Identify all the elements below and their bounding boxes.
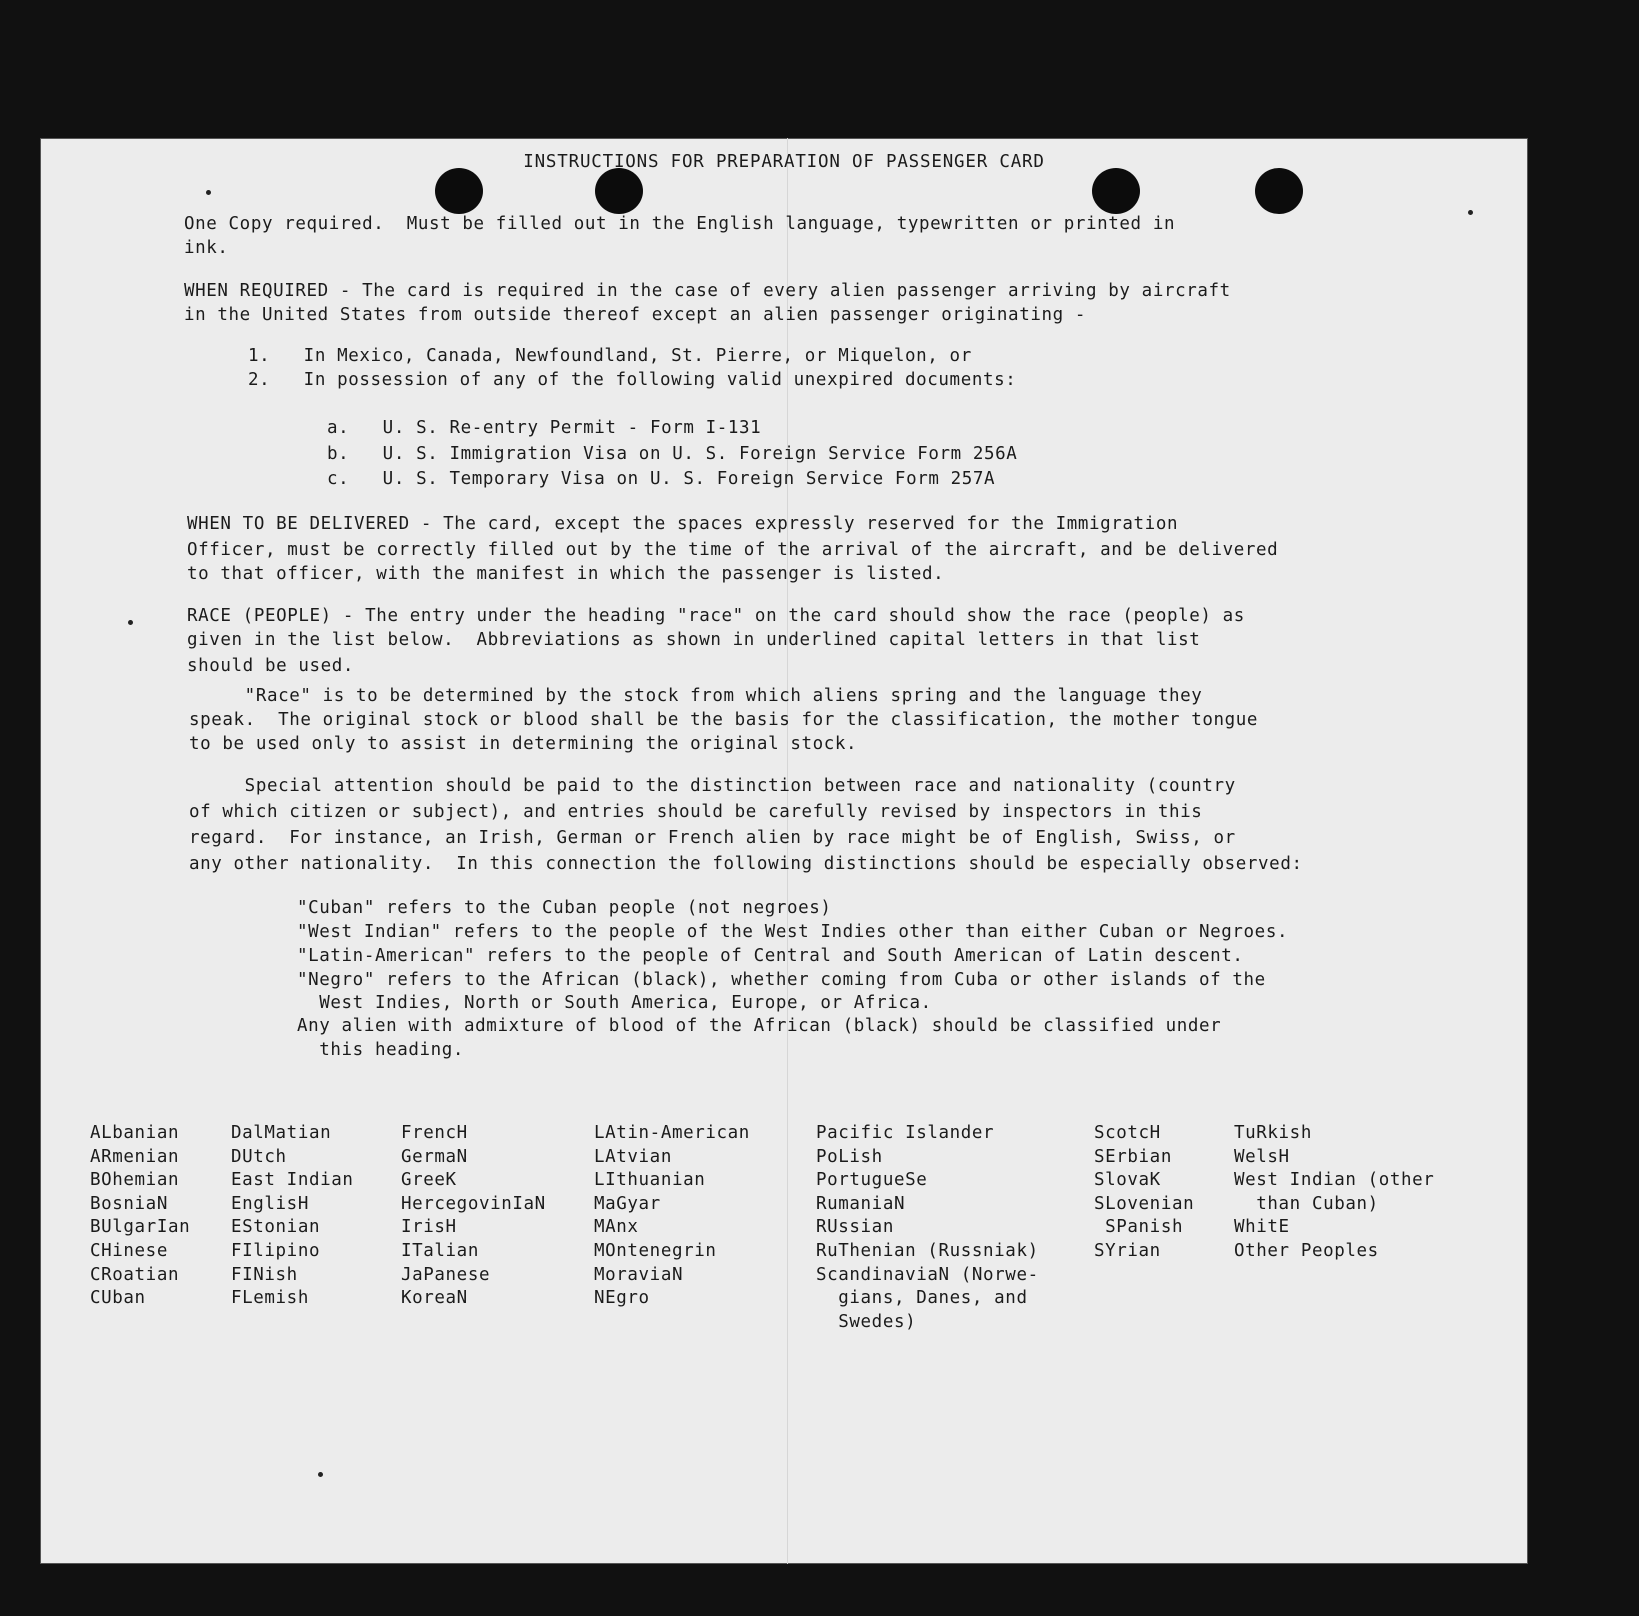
race-entry: MaGyar <box>594 1193 661 1214</box>
when-delivered-line: WHEN TO BE DELIVERED - The card, except the spaces expressly reserved for the Immigration <box>187 514 1179 534</box>
race-definition-line: "Race" is to be determined by the stock from which aliens spring and the language they <box>189 686 1203 706</box>
document-sheet <box>40 138 1528 1564</box>
race-entry: FIlipino <box>231 1240 321 1261</box>
document-item: a. U. S. Re-entry Permit - Form I-131 <box>327 418 762 438</box>
distinction-line: Any alien with admixture of blood of the African (black) should be classified under <box>297 1016 1222 1036</box>
numbered-item: 1. In Mexico, Canada, Newfoundland, St. Pierre, or Miquelon, or <box>248 346 972 366</box>
race-entry: LIthuanian <box>594 1170 706 1191</box>
race-entry: Pacific Islander <box>816 1123 995 1143</box>
race-entry: MOntenegrin <box>594 1240 717 1261</box>
race-entry: PoLish <box>816 1146 883 1167</box>
race-entry: ARmenian <box>90 1146 180 1167</box>
race-entry: LAtvian <box>594 1146 672 1167</box>
when-delivered-line: Officer, must be correctly filled out by the time of the arrival of the aircraft, and be delivered <box>187 540 1279 560</box>
race-entry: RuThenian (Russniak) <box>816 1240 1039 1261</box>
ink-speck <box>1468 210 1473 215</box>
race-entry: FINish <box>231 1264 298 1285</box>
race-entry: HercegovinIaN <box>401 1193 546 1214</box>
distinction-line: this heading. <box>297 1040 465 1060</box>
distinction-line: "Cuban" refers to the Cuban people (not negroes) <box>297 898 832 918</box>
race-entry: gians, Danes, and <box>816 1288 1028 1309</box>
intro-line: One Copy required. Must be filled out in the English language, typewritten or printed in <box>184 214 1176 234</box>
race-list-column-7 <box>1234 1122 1434 1264</box>
race-entry: BosniaN <box>90 1193 168 1214</box>
race-list-column-5 <box>816 1122 1039 1334</box>
race-entry: MAnx <box>594 1217 639 1238</box>
ink-speck <box>206 190 211 195</box>
race-list-column-2 <box>231 1122 354 1311</box>
ink-speck <box>128 620 133 625</box>
race-entry: LAtin-American <box>594 1123 750 1143</box>
race-entry: IrisH <box>401 1217 457 1238</box>
race-entry: ALbanian <box>90 1123 180 1143</box>
race-entry: NEgro <box>594 1288 650 1309</box>
race-entry: CUban <box>90 1288 146 1309</box>
when-required-line: in the United States from outside thereof except an alien passenger originating - <box>184 305 1087 325</box>
punch-hole <box>1092 168 1140 214</box>
race-definition-line: speak. The original stock or blood shall be the basis for the classification, the mother tongue <box>189 710 1259 730</box>
race-entry: West Indian (other <box>1234 1170 1435 1191</box>
race-entry: DUtch <box>231 1146 287 1167</box>
race-entry: MoraviaN <box>594 1264 684 1285</box>
race-entry: KoreaN <box>401 1288 468 1309</box>
race-entry: BOhemian <box>90 1170 180 1191</box>
special-attention-line: any other nationality. In this connection the following distinctions should be especially observed: <box>189 854 1303 874</box>
race-entry: FLemish <box>231 1288 309 1309</box>
race-entry: WhitE <box>1234 1217 1290 1238</box>
race-entry: FrencH <box>401 1123 468 1143</box>
race-entry: GermaN <box>401 1146 468 1167</box>
race-entry: WelsH <box>1234 1146 1290 1167</box>
race-line: given in the list below. Abbreviations as shown in underlined capital letters in that list <box>187 630 1201 650</box>
intro-line: ink. <box>184 238 229 258</box>
race-entry: RumaniaN <box>816 1193 906 1214</box>
document-item: c. U. S. Temporary Visa on U. S. Foreign Service Form 257A <box>327 469 996 489</box>
race-entry: RUssian <box>816 1217 894 1238</box>
numbered-item: 2. In possession of any of the following valid unexpired documents: <box>248 370 1017 390</box>
race-list-column-3 <box>401 1122 546 1311</box>
race-list-column-4 <box>594 1122 750 1311</box>
special-attention-line: Special attention should be paid to the distinction between race and nationality (country <box>189 776 1236 796</box>
document-item: b. U. S. Immigration Visa on U. S. Foreign Service Form 256A <box>327 444 1018 464</box>
race-entry: SLovenian <box>1094 1193 1195 1214</box>
race-entry: Other Peoples <box>1234 1240 1379 1261</box>
race-entry: DalMatian <box>231 1123 332 1143</box>
race-list-column-6 <box>1094 1122 1194 1264</box>
race-entry: EStonian <box>231 1217 321 1238</box>
race-entry: CHinese <box>90 1240 168 1261</box>
race-entry: SErbian <box>1094 1146 1172 1167</box>
race-entry: PortugueSe <box>816 1170 928 1191</box>
special-attention-line: regard. For instance, an Irish, German or French alien by race might be of English, Swiss, or <box>189 828 1236 848</box>
race-list-column-1 <box>90 1122 190 1311</box>
race-entry: SlovaK <box>1094 1170 1161 1191</box>
race-entry: TuRkish <box>1234 1123 1312 1143</box>
race-line: RACE (PEOPLE) - The entry under the heading "race" on the card should show the race (people) as <box>187 606 1245 626</box>
race-entry: Swedes) <box>816 1311 917 1332</box>
punch-hole <box>1255 168 1303 214</box>
distinction-line: "Latin-American" refers to the people of Central and South American of Latin descent. <box>297 946 1244 966</box>
race-entry: ScotcH <box>1094 1123 1161 1143</box>
distinction-line: "West Indian" refers to the people of the West Indies other than either Cuban or Negroes. <box>297 922 1289 942</box>
race-entry: SPanish <box>1094 1217 1184 1238</box>
punch-hole <box>595 168 643 214</box>
race-entry: CRoatian <box>90 1264 180 1285</box>
ink-speck <box>318 1472 323 1477</box>
race-entry: JaPanese <box>401 1264 491 1285</box>
punch-hole <box>435 168 483 214</box>
race-line: should be used. <box>187 656 355 676</box>
race-entry: BUlgarIan <box>90 1217 191 1238</box>
distinction-line: "Negro" refers to the African (black), whether coming from Cuba or other islands of the <box>297 970 1266 990</box>
special-attention-line: of which citizen or subject), and entries should be carefully revised by inspectors in this <box>189 802 1203 822</box>
race-entry: ScandinaviaN (Norwe- <box>816 1264 1039 1285</box>
race-entry: GreeK <box>401 1170 457 1191</box>
race-entry: EnglisH <box>231 1193 309 1214</box>
race-entry: SYrian <box>1094 1240 1161 1261</box>
race-entry: ITalian <box>401 1240 479 1261</box>
when-delivered-line: to that officer, with the manifest in which the passenger is listed. <box>187 564 945 584</box>
race-entry: East Indian <box>231 1170 354 1191</box>
document-title: INSTRUCTIONS FOR PREPARATION OF PASSENGER CARD <box>523 152 1045 172</box>
distinction-line: West Indies, North or South America, Europe, or Africa. <box>297 993 932 1013</box>
race-definition-line: to be used only to assist in determining the original stock. <box>189 734 858 754</box>
when-required-line: WHEN REQUIRED - The card is required in the case of every alien passenger arriving by aircraft <box>184 281 1231 301</box>
race-entry: than Cuban) <box>1234 1193 1379 1214</box>
